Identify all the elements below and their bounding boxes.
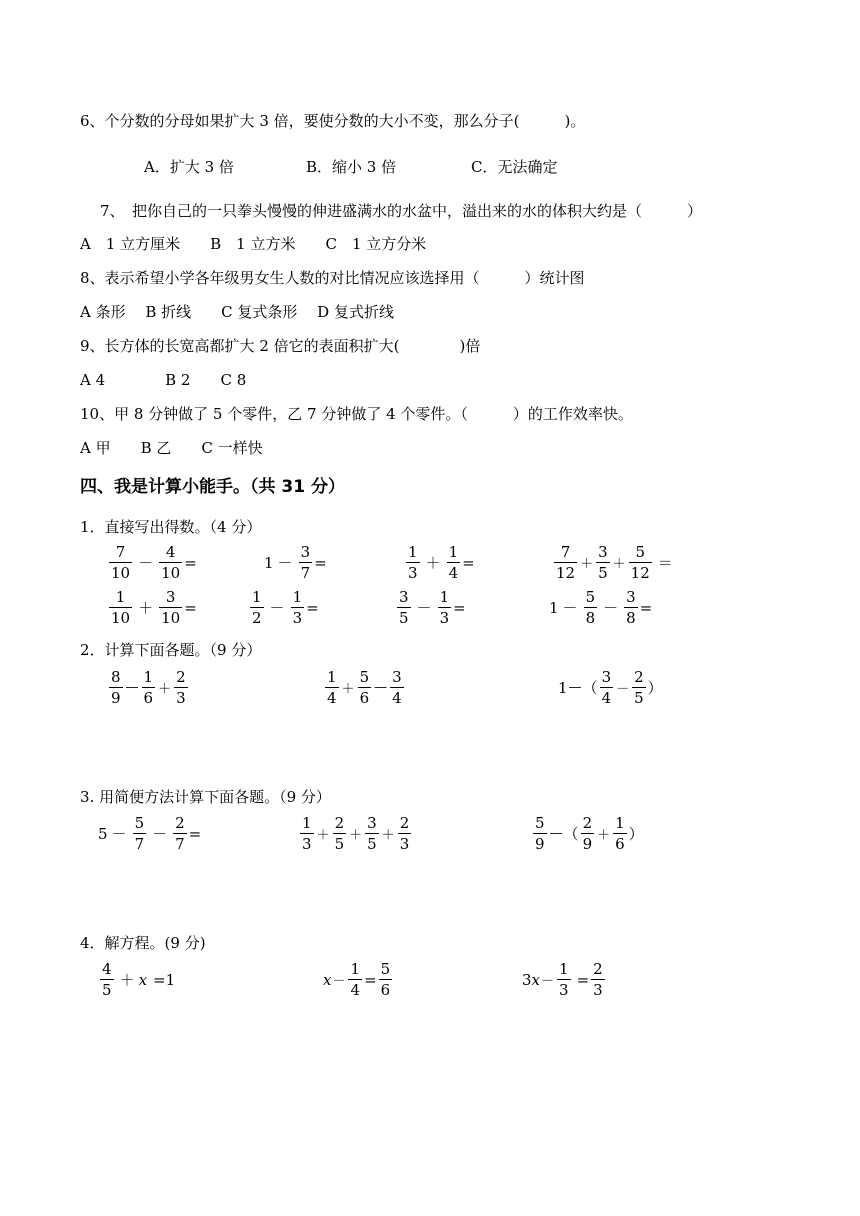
expr-2-2: 1 4 ＋ 5 6 — 3 4	[327, 668, 402, 707]
question-6-option-c: C．无法确定	[471, 158, 558, 176]
expr-1-3: 1 3 ＋ 1 4 =	[408, 543, 475, 582]
expr-1-7: 3 5 － 1 3 =	[399, 588, 466, 627]
expr-1-5: 1 10 ＋ 3 10 =	[111, 588, 197, 627]
fraction: 7 12	[556, 543, 576, 582]
part-2-label: 2．计算下面各题。（9 分）	[80, 641, 262, 659]
fraction: 2 5	[334, 814, 345, 853]
fraction: 7 10	[111, 543, 131, 582]
expr-3-1: 5 － 5 7 － 2 7 =	[98, 814, 202, 853]
expr-1-4: 7 12 ＋ 3 5 ＋ 5 12 ＝	[556, 543, 673, 582]
fraction: 1 6	[143, 668, 154, 707]
fraction: 3 5	[399, 588, 409, 627]
fraction: 4 5	[102, 960, 112, 999]
question-9-text: 9、长方体的长宽高都扩大 2 倍它的表面积扩大( )倍	[80, 337, 481, 355]
fraction: 1 4	[448, 543, 459, 582]
question-7-text: 7、 把你自己的一只拳头慢慢的伸进盛满水的水盆中，溢出来的水的体积大约是（ ）	[100, 202, 703, 220]
fraction: 2 3	[593, 960, 603, 999]
fraction: 2 7	[175, 814, 185, 853]
question-8-options: A 条形 B 折线 C 复式条形 D 复式折线	[80, 303, 394, 321]
fraction: 1 3	[408, 543, 418, 582]
fraction: 5 7	[134, 814, 145, 853]
fraction: 5 9	[535, 814, 545, 853]
fraction: 4 10	[161, 543, 181, 582]
fraction: 3 4	[392, 668, 402, 707]
fraction: 3 5	[598, 543, 608, 582]
fraction: 3 7	[300, 543, 311, 582]
expr-1-8: 1 － 5 8 － 3 8 =	[549, 588, 653, 627]
equation-2: x － 1 4 = 5 6	[323, 960, 391, 999]
part-1-label: 1．直接写出得数。（4 分）	[80, 518, 262, 536]
fraction: 1 3	[439, 588, 450, 627]
expr-1-1: 7 10 － 4 10 =	[111, 543, 197, 582]
expr-3-2: 1 3 ＋ 2 5 ＋ 3 5 ＋ 2 3	[302, 814, 410, 853]
fraction: 2 9	[582, 814, 593, 853]
expr-3-3: 5 9 — （ 2 9 ＋ 1 6 ）	[535, 814, 644, 853]
fraction: 2 3	[176, 668, 186, 707]
fraction: 1 3	[559, 960, 569, 999]
fraction: 3 10	[161, 588, 181, 627]
fraction: 5 6	[380, 960, 391, 999]
question-7-options: A 1 立方厘米 B 1 立方米 C 1 立方分米	[80, 235, 427, 253]
expr-1-2: 1 － 3 7 =	[264, 543, 327, 582]
expr-2-3: 1 — （ 3 4 － 2 5 ）	[558, 668, 663, 707]
question-6-text: 6、个分数的分母如果扩大 3 倍，要使分数的大小不变，那么分子( )。	[80, 112, 586, 130]
fraction: 2 3	[399, 814, 410, 853]
fraction: 1 6	[615, 814, 625, 853]
question-10-options: A 甲 B 乙 C 一样快	[80, 439, 263, 457]
question-6-option-b: B．缩小 3 倍	[306, 158, 397, 176]
fraction: 8 9	[111, 668, 121, 707]
fraction: 5 8	[585, 588, 596, 627]
fraction: 3 5	[367, 814, 377, 853]
fraction: 1 4	[327, 668, 337, 707]
expr-1-6: 1 2 － 1 3 =	[252, 588, 319, 627]
fraction: 5 6	[359, 668, 370, 707]
fraction: 1 10	[111, 588, 131, 627]
question-10-text: 10、甲 8 分钟做了 5 个零件，乙 7 分钟做了 4 个零件。（ ）的工作效率快。	[80, 405, 633, 423]
part-4-label: 4．解方程。(9 分)	[80, 934, 206, 952]
fraction: 1 3	[302, 814, 312, 853]
equation-1: 4 5 ＋ x =1	[102, 960, 176, 999]
expr-2-1: 8 9 — 1 6 ＋ 2 3	[111, 668, 186, 707]
equation-3: 3 x － 1 3 = 2 3	[522, 960, 603, 999]
fraction: 3 8	[626, 588, 636, 627]
fraction: 3 4	[601, 668, 612, 707]
fraction: 1 2	[252, 588, 262, 627]
question-8-text: 8、表示希望小学各年级男女生人数的对比情况应该选择用（ ）统计图	[80, 269, 585, 287]
fraction: 5 12	[630, 543, 650, 582]
question-9-options: A 4 B 2 C 8	[80, 371, 247, 389]
part-3-label: 3. 用简便方法计算下面各题。（9 分）	[80, 788, 331, 806]
fraction: 1 4	[350, 960, 361, 999]
fraction: 2 5	[634, 668, 644, 707]
question-6-option-a: A．扩大 3 倍	[144, 158, 234, 176]
section-4-title: 四、我是计算小能手。（共 31 分）	[80, 477, 345, 497]
fraction: 1 3	[292, 588, 303, 627]
